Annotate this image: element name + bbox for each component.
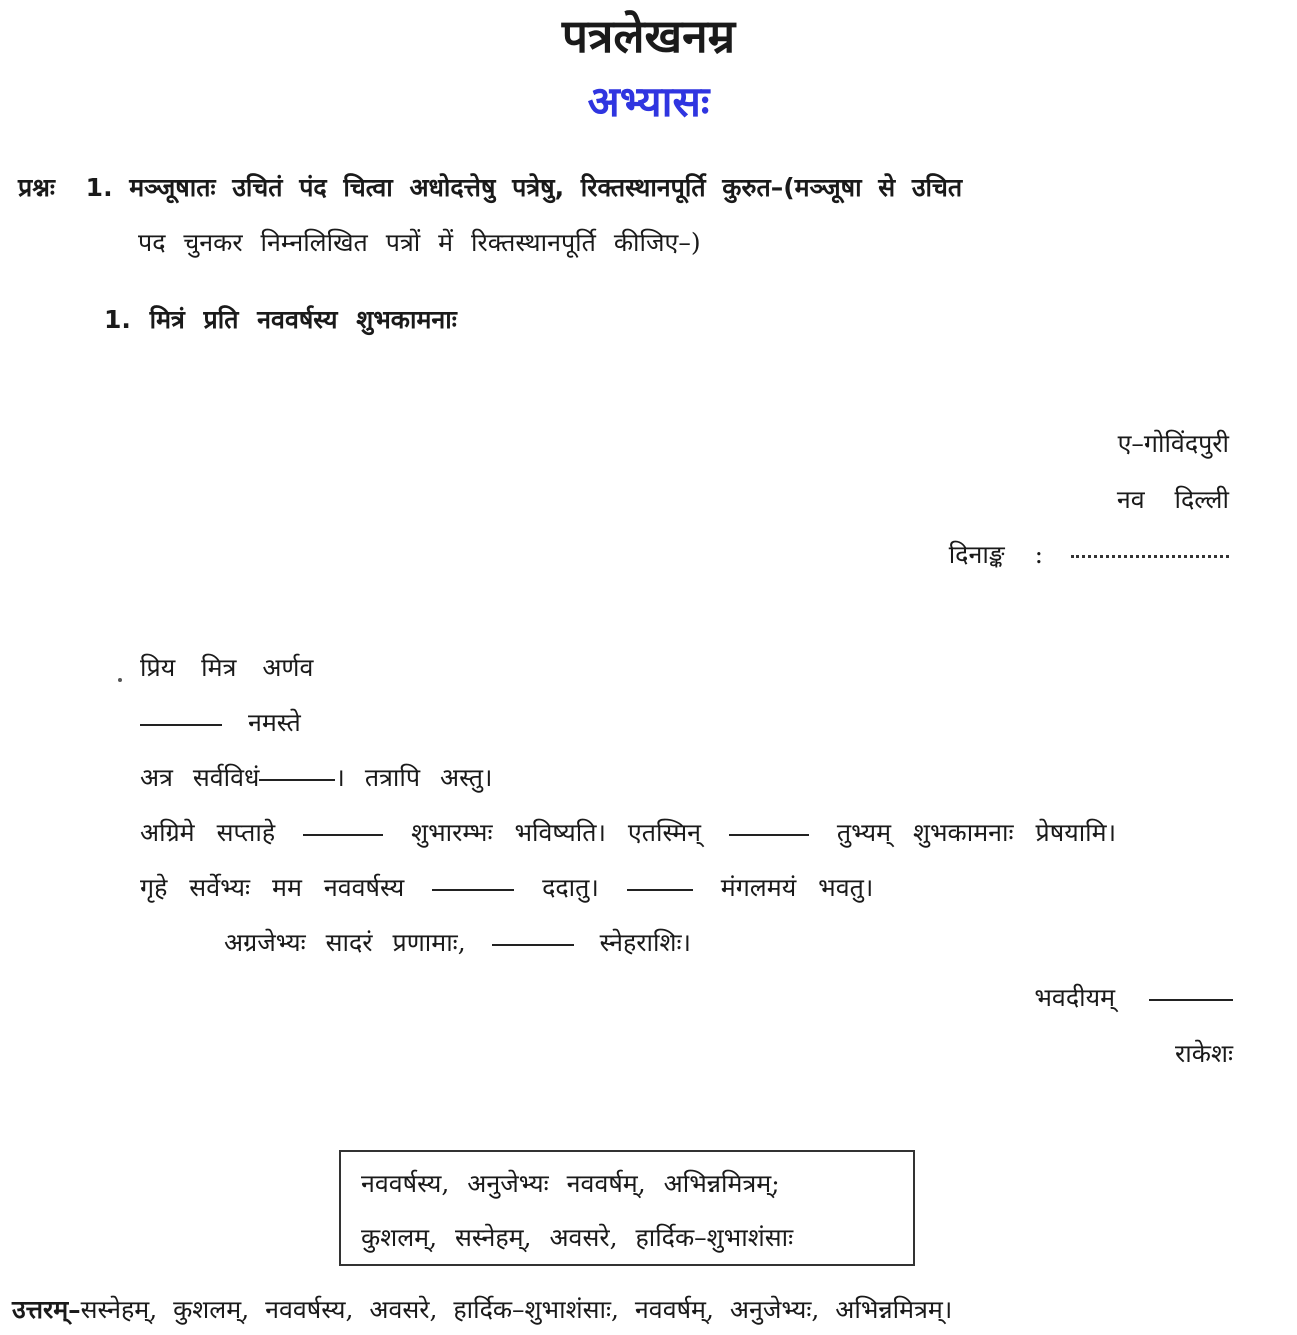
- date-blank: [1071, 555, 1229, 558]
- answer-line: [12, 1292, 952, 1326]
- closing-text: भवदीयम्: [1034, 983, 1116, 1012]
- answer-label: उत्तरम्–: [12, 1295, 81, 1324]
- answer-text: सस्नेहम्, कुशलम्, नववर्षस्य, अवसरे, हार्दिक–शुभाशंसाः, नववर्षम्, अनुजेभ्यः, अभिन्नमित्रम्।: [80, 1295, 953, 1324]
- blank-6: [627, 889, 693, 891]
- blank-1: [140, 724, 222, 726]
- greeting-text: नमस्ते: [247, 708, 301, 737]
- date-label: दिनाङ्क :: [948, 540, 1043, 569]
- word-box-row-1: नववर्षस्य, अनुजेभ्यः नववर्षम्, अभिन्नमित्रम्;: [361, 1169, 780, 1198]
- letter-line-1-part-a: अत्र सर्वविधं: [140, 763, 260, 792]
- letter-line-2-part-a: अग्रिमे सप्ताहे: [140, 818, 276, 847]
- letter-line-3-part-c: मंगलमयं भवतु।: [720, 873, 874, 902]
- salutation: प्रिय मित्र अर्णव: [140, 653, 314, 682]
- greeting-line: [140, 705, 301, 739]
- word-box: [339, 1150, 915, 1266]
- stray-mark: [118, 678, 122, 682]
- letter-line-1: [140, 760, 493, 794]
- blank-7: [492, 944, 574, 946]
- letter-line-3-part-a: गृहे सर्वेभ्यः मम नववर्षस्य: [140, 873, 405, 902]
- letter-heading: 1. मित्रं प्रति नववर्षस्य शुभकामनाः: [104, 305, 457, 334]
- signature: राकेशः: [1175, 1039, 1233, 1068]
- question-line-1: [18, 170, 962, 204]
- blank-5: [432, 889, 514, 891]
- address-line-2: नव दिल्ली: [1116, 485, 1229, 514]
- page-title: पत्रलेखनम्र: [561, 9, 736, 63]
- letter-line-2-part-b: शुभारम्भः भविष्यति। एतस्मिन्: [411, 818, 702, 847]
- date-line: [949, 537, 1229, 571]
- blank-3: [303, 834, 383, 836]
- letter-line-2-part-c: तुभ्यम् शुभकामनाः प्रेषयामि।: [836, 818, 1117, 847]
- section-subtitle: अभ्यासः: [587, 77, 710, 126]
- question-text-1: मञ्जूषातः उचितं पंद चित्वा अधोदत्तेषु पत्रेषु, रिक्तस्थानपूर्ति कुरुत–(मञ्जूषा से उचित: [129, 173, 963, 202]
- letter-line-4: [224, 925, 691, 959]
- letter-line-2: [140, 815, 1116, 849]
- blank-2: [259, 779, 335, 781]
- closing-line: [1034, 980, 1233, 1014]
- question-line-2: पद चुनकर निम्नलिखित पत्रों में रिक्तस्थानपूर्ति कीजिए–): [138, 228, 701, 257]
- blank-4: [729, 834, 809, 836]
- blank-8: [1149, 999, 1233, 1001]
- letter-line-4-part-a: अग्रजेभ्यः सादरं प्रणामाः,: [224, 928, 466, 957]
- word-box-row-2: कुशलम्, सस्नेहम्, अवसरे, हार्दिक–शुभाशंसाः: [361, 1223, 794, 1252]
- letter-line-1-part-b: । तत्रापि अस्तु।: [335, 763, 493, 792]
- letter-line-3: [140, 870, 873, 904]
- letter-line-4-part-b: स्नेहराशिः।: [599, 928, 691, 957]
- address-line-1: ए–गोविंदपुरी: [1117, 429, 1229, 458]
- question-number: 1.: [85, 173, 113, 202]
- question-prefix: प्रश्नः: [18, 173, 55, 202]
- letter-line-3-part-b: ददातु।: [542, 873, 599, 902]
